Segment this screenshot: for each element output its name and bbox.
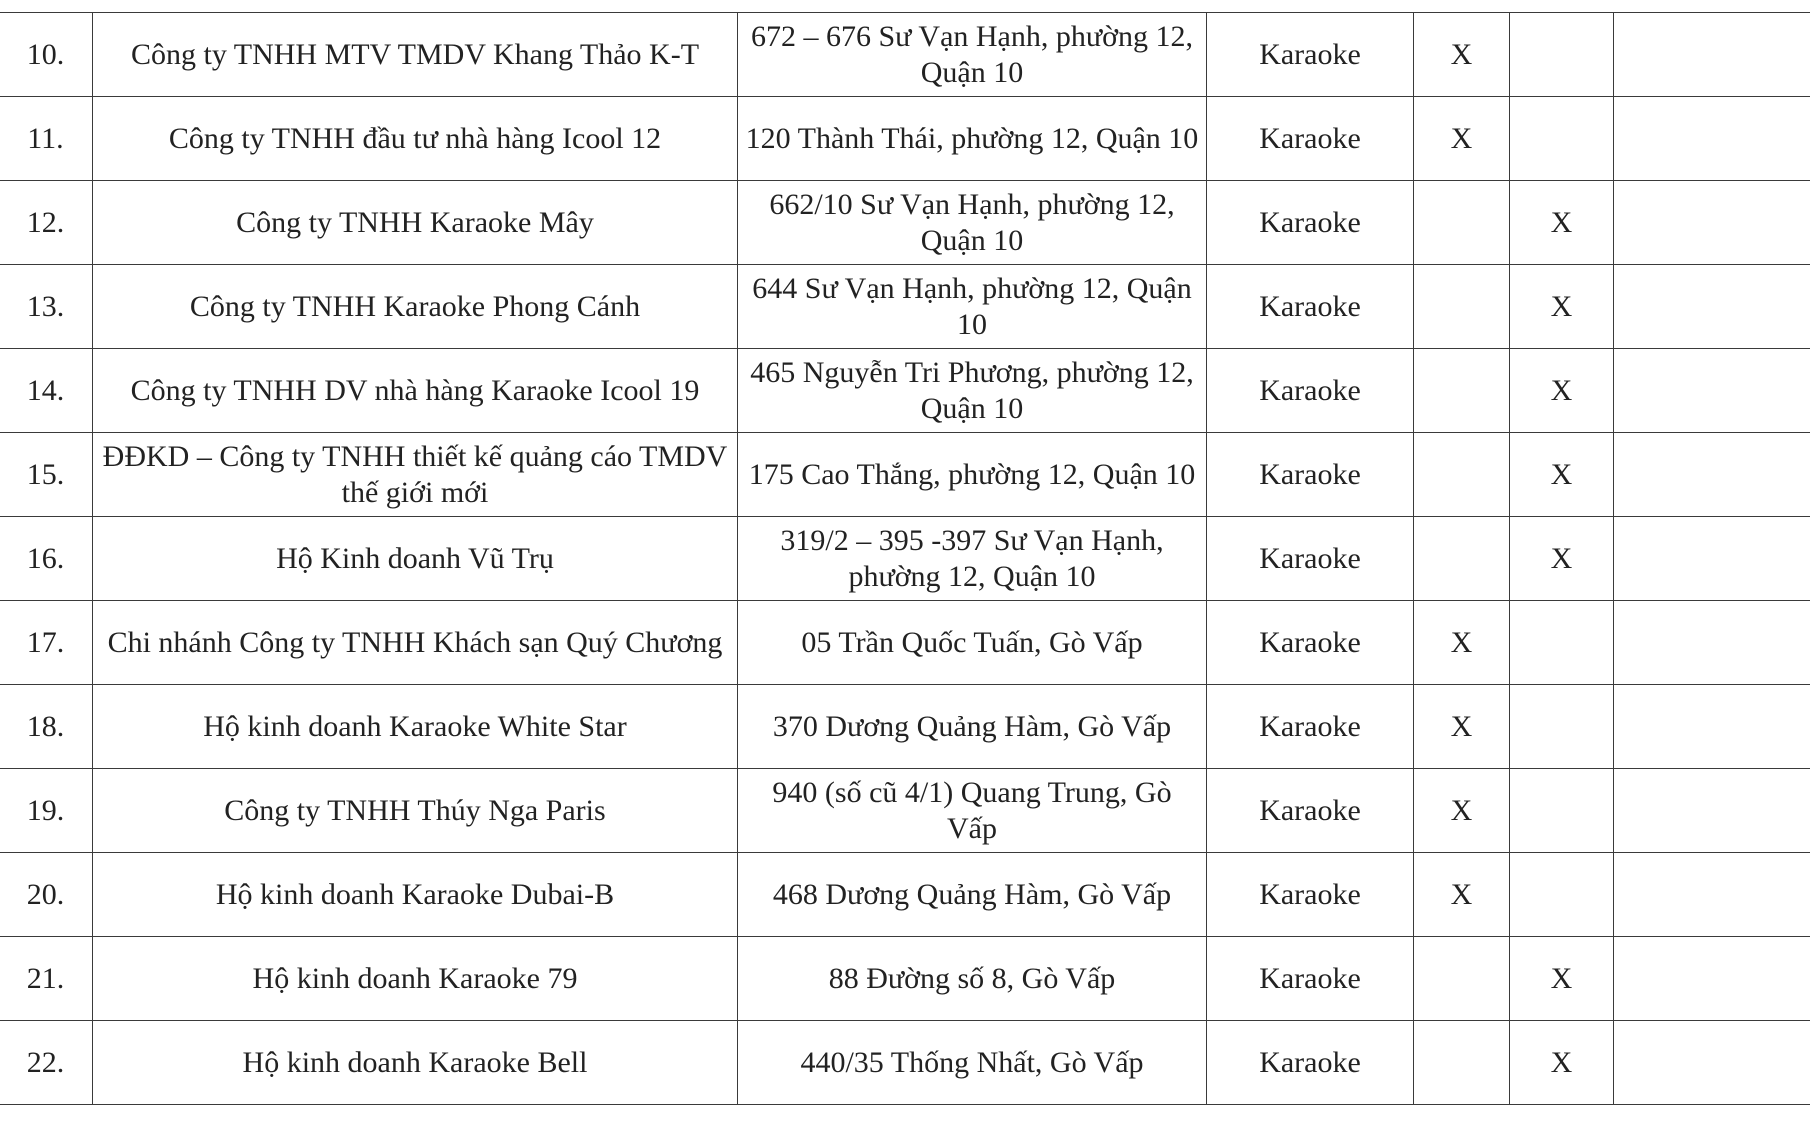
- mark-column-1: X: [1414, 13, 1510, 97]
- establishment-name: Hộ kinh doanh Karaoke Dubai-B: [93, 853, 738, 937]
- venue-table: [0, 12, 1810, 1105]
- row-number: 14.: [0, 349, 93, 433]
- mark-column-1: [1414, 517, 1510, 601]
- mark-column-1: X: [1414, 97, 1510, 181]
- mark-column-2: X: [1510, 1021, 1614, 1105]
- establishment-name: ĐĐKD – Công ty TNHH thiết kế quảng cáo TMDV thế giới mới: [93, 433, 738, 517]
- establishment-address: 468 Dương Quảng Hàm, Gò Vấp: [738, 853, 1207, 937]
- mark-column-1: X: [1414, 853, 1510, 937]
- row-number: 10.: [0, 13, 93, 97]
- business-type: Karaoke: [1207, 97, 1414, 181]
- business-type: Karaoke: [1207, 1021, 1414, 1105]
- mark-column-3: [1614, 265, 1810, 349]
- mark-column-3: [1614, 13, 1810, 97]
- mark-column-2: X: [1510, 433, 1614, 517]
- mark-column-2: [1510, 601, 1614, 685]
- mark-column-2: X: [1510, 181, 1614, 265]
- establishment-name: Hộ Kinh doanh Vũ Trụ: [93, 517, 738, 601]
- establishment-address: 319/2 – 395 -397 Sư Vạn Hạnh, phường 12, Quận 10: [738, 517, 1207, 601]
- mark-column-2: [1510, 685, 1614, 769]
- establishment-address: 370 Dương Quảng Hàm, Gò Vấp: [738, 685, 1207, 769]
- establishment-name: Công ty TNHH Thúy Nga Paris: [93, 769, 738, 853]
- mark-column-3: [1614, 853, 1810, 937]
- business-type: Karaoke: [1207, 181, 1414, 265]
- mark-column-3: [1614, 517, 1810, 601]
- establishment-name: Hộ kinh doanh Karaoke White Star: [93, 685, 738, 769]
- table-row: [0, 349, 1810, 433]
- establishment-name: Chi nhánh Công ty TNHH Khách sạn Quý Chương: [93, 601, 738, 685]
- business-type: Karaoke: [1207, 349, 1414, 433]
- mark-column-2: X: [1510, 349, 1614, 433]
- business-type: Karaoke: [1207, 265, 1414, 349]
- mark-column-1: [1414, 181, 1510, 265]
- mark-column-1: [1414, 433, 1510, 517]
- establishment-name: Công ty TNHH Karaoke Phong Cánh: [93, 265, 738, 349]
- establishment-address: 175 Cao Thắng, phường 12, Quận 10: [738, 433, 1207, 517]
- establishment-address: 440/35 Thống Nhất, Gò Vấp: [738, 1021, 1207, 1105]
- mark-column-1: X: [1414, 601, 1510, 685]
- row-number: 11.: [0, 97, 93, 181]
- establishment-address: 120 Thành Thái, phường 12, Quận 10: [738, 97, 1207, 181]
- mark-column-3: [1614, 601, 1810, 685]
- mark-column-3: [1614, 937, 1810, 1021]
- row-number: 16.: [0, 517, 93, 601]
- row-number: 15.: [0, 433, 93, 517]
- establishment-address: 940 (số cũ 4/1) Quang Trung, Gò Vấp: [738, 769, 1207, 853]
- table-row: [0, 265, 1810, 349]
- establishment-address: 644 Sư Vạn Hạnh, phường 12, Quận 10: [738, 265, 1207, 349]
- row-number: 22.: [0, 1021, 93, 1105]
- mark-column-1: [1414, 937, 1510, 1021]
- row-number: 12.: [0, 181, 93, 265]
- row-number: 13.: [0, 265, 93, 349]
- row-number: 21.: [0, 937, 93, 1021]
- mark-column-3: [1614, 97, 1810, 181]
- establishment-address: 88 Đường số 8, Gò Vấp: [738, 937, 1207, 1021]
- mark-column-2: [1510, 97, 1614, 181]
- business-type: Karaoke: [1207, 601, 1414, 685]
- mark-column-1: [1414, 1021, 1510, 1105]
- establishment-name: Công ty TNHH MTV TMDV Khang Thảo K-T: [93, 13, 738, 97]
- row-number: 18.: [0, 685, 93, 769]
- business-type: Karaoke: [1207, 937, 1414, 1021]
- establishment-address: 662/10 Sư Vạn Hạnh, phường 12, Quận 10: [738, 181, 1207, 265]
- mark-column-1: X: [1414, 769, 1510, 853]
- table-row: [0, 685, 1810, 769]
- establishment-name: Công ty TNHH Karaoke Mây: [93, 181, 738, 265]
- business-type: Karaoke: [1207, 433, 1414, 517]
- table-row: [0, 433, 1810, 517]
- mark-column-1: [1414, 265, 1510, 349]
- mark-column-3: [1614, 1021, 1810, 1105]
- mark-column-3: [1614, 685, 1810, 769]
- row-number: 19.: [0, 769, 93, 853]
- mark-column-2: [1510, 769, 1614, 853]
- establishment-address: 465 Nguyễn Tri Phương, phường 12, Quận 10: [738, 349, 1207, 433]
- mark-column-3: [1614, 769, 1810, 853]
- mark-column-3: [1614, 181, 1810, 265]
- establishment-name: Hộ kinh doanh Karaoke 79: [93, 937, 738, 1021]
- mark-column-2: X: [1510, 517, 1614, 601]
- mark-column-2: [1510, 13, 1614, 97]
- establishment-name: Hộ kinh doanh Karaoke Bell: [93, 1021, 738, 1105]
- table-row: [0, 853, 1810, 937]
- table-row: [0, 13, 1810, 97]
- establishment-address: 672 – 676 Sư Vạn Hạnh, phường 12, Quận 10: [738, 13, 1207, 97]
- mark-column-3: [1614, 433, 1810, 517]
- mark-column-2: [1510, 853, 1614, 937]
- table-row: [0, 601, 1810, 685]
- mark-column-1: [1414, 349, 1510, 433]
- table-row: [0, 769, 1810, 853]
- table-row: [0, 181, 1810, 265]
- business-type: Karaoke: [1207, 13, 1414, 97]
- row-number: 20.: [0, 853, 93, 937]
- mark-column-1: X: [1414, 685, 1510, 769]
- business-type: Karaoke: [1207, 769, 1414, 853]
- establishment-name: Công ty TNHH DV nhà hàng Karaoke Icool 19: [93, 349, 738, 433]
- mark-column-3: [1614, 349, 1810, 433]
- mark-column-2: X: [1510, 937, 1614, 1021]
- table-row: [0, 937, 1810, 1021]
- business-type: Karaoke: [1207, 853, 1414, 937]
- table-row: [0, 97, 1810, 181]
- business-type: Karaoke: [1207, 685, 1414, 769]
- establishment-name: Công ty TNHH đầu tư nhà hàng Icool 12: [93, 97, 738, 181]
- table-row: [0, 1021, 1810, 1105]
- table-row: [0, 517, 1810, 601]
- row-number: 17.: [0, 601, 93, 685]
- business-type: Karaoke: [1207, 517, 1414, 601]
- establishment-address: 05 Trần Quốc Tuấn, Gò Vấp: [738, 601, 1207, 685]
- mark-column-2: X: [1510, 265, 1614, 349]
- table-body: [0, 13, 1810, 1105]
